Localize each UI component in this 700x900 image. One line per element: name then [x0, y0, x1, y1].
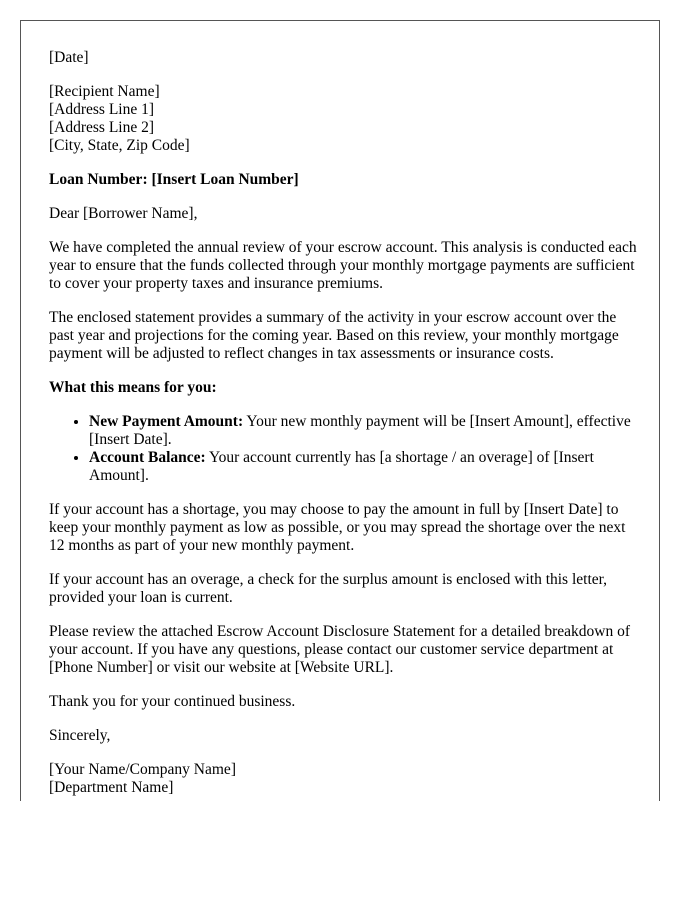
section-heading: What this means for you: [49, 379, 217, 396]
address-line-2: [Address Line 2] [49, 119, 155, 136]
signature-block [49, 761, 639, 797]
paragraph-overage: If your account has an overage, a check for the surplus amount is enclosed with this letter, provided your loan is current. [49, 571, 608, 606]
loan-number: Loan Number: [Insert Loan Number] [49, 171, 299, 188]
signature-title: [Department Name] [49, 779, 174, 796]
letter-date: [Date] [49, 49, 89, 66]
bullet-list [49, 413, 639, 485]
recipient-address [49, 83, 639, 155]
thanks-line: Thank you for your continued business. [49, 693, 296, 710]
bullet-label: New Payment Amount: [89, 413, 244, 430]
paragraph-enclosed-statement: The enclosed statement provides a summary of the activity in your escrow account over the past year and projections for the coming year. Based on this review, your monthly mortgage payment will be adjusted to reflect changes in tax assessments or insurance costs. [49, 309, 619, 362]
paragraph-annual-review: We have completed the annual review of your escrow account. This analysis is conducted each year to ensure that the funds collected through your monthly mortgage payments are sufficient to cover your property taxes and insurance premiums. [49, 239, 637, 292]
address-line-1: [Address Line 1] [49, 101, 155, 118]
bullet-account-balance [89, 449, 639, 485]
closing: Sincerely, [49, 727, 111, 744]
bullet-label: Account Balance: [89, 449, 206, 466]
paragraph-shortage: If your account has a shortage, you may choose to pay the amount in full by [Insert Date] to keep your monthly payment as low as possible, or you may spread the shortage over the next 12 months as part of your new monthly payment. [49, 501, 626, 554]
salutation: Dear [Borrower Name], [49, 205, 198, 222]
letter-body [49, 49, 639, 801]
paragraph-disclosure: Please review the attached Escrow Account Disclosure Statement for a detailed breakdown of your account. If you have any questions, please contact our customer service department at [Phone Number] or visit our website at [Website URL]. [49, 623, 631, 676]
bullet-new-payment [89, 413, 639, 449]
letter-page [20, 20, 660, 801]
signature-name: [Your Name/Company Name] [49, 761, 236, 778]
recipient-name: [Recipient Name] [49, 83, 160, 100]
bullet-text: Your new monthly payment will be [Insert Amount], effective [Insert Date]. [89, 413, 631, 448]
bullet-text: Your account currently has [a shortage / an overage] of [Insert Amount]. [89, 449, 594, 484]
city-state-zip: [City, State, Zip Code] [49, 137, 190, 154]
